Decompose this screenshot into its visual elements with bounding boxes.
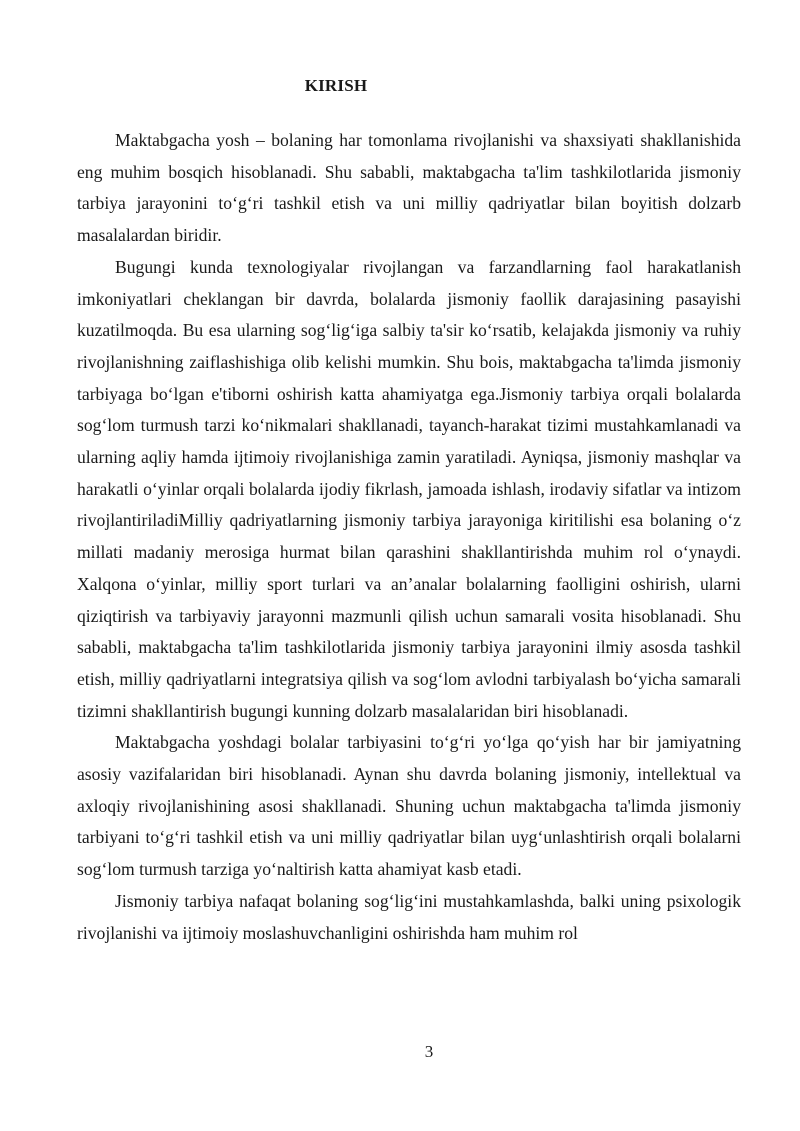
paragraph-3: Maktabgacha yoshdagi bolalar tarbiyasini to‘g‘ri yo‘lga qo‘yish har bir jamiyatning asosiy vazifalaridan biri hisoblanadi. Aynan shu davrda bolaning jismoniy, intellektual va axloqiy rivojlanishining asosi shakllanadi. Shuning uchun maktabgacha ta'limda jismoniy tarbiyani to‘g‘ri tashkil etish va uni milliy qadriyatlar bilan uyg‘unlashtirish orqali bolalarni sog‘lom turmush tarziga yo‘naltirish katta ahamiyat kasb etadi.: [77, 732, 741, 880]
paragraph-2: Bugungi kunda texnologiyalar rivojlangan va farzandlarning faol harakatlanish imkoniyatlari cheklangan bir davrda, bolalarda jismoniy faollik darajasining pasayishi kuzatilmoqda. Bu esa ularning sog‘lig‘iga salbiy ta'sir ko‘rsatib, kelajakda jismoniy va ruhiy rivojlanishning zaiflashishiga olib kelishi mumkin. Shu bois, maktabgacha ta'limda jismoniy tarbiyaga bo‘lgan e'tiborni oshirish katta ahamiyatga ega.Jismoniy tarbiya orqali bolalarda sog‘lom turmush tarzi ko‘nikmalari shakllanadi, tayanch-harakat tizimi mustahkamlanadi va ularning aqliy hamda ijtimoiy rivojlanishiga zamin yaratiladi. Ayniqsa, jismoniy mashqlar va harakatli o‘yinlar orqali bolalarda ijodiy fikrlash, jamoada ishlash, irodaviy sifatlar va intizom rivojlantiriladiMilliy qadriyatlarning jismoniy tarbiya jarayoniga kiritilishi esa bolaning o‘z millati madaniy merosiga hurmat bilan qarashini shakllantirishda muhim rol o‘ynaydi. Xalqona o‘yinlar, milliy sport turlari va an’analar bolalarning faolligini oshirish, ularni qiziqtirish va tarbiyaviy jarayonni mazmunli qilish uchun samarali vosita hisoblanadi. Shu sababli, maktabgacha ta'lim tashkilotlarida jismoniy tarbiya jarayonini ilmiy asosda tashkil etish, milliy qadriyatlarni integratsiya qilish va sog‘lom avlodni tarbiyalash bo‘yicha samarali tizimni shakllantirish bugungi kunning dolzarb masalalaridan biri hisoblanadi.: [77, 256, 741, 721]
body-text: [77, 125, 741, 949]
paragraph-1: Maktabgacha yosh – bolaning har tomonlama rivojlanishi va shaxsiyati shakllanishida eng muhim bosqich hisoblanadi. Shu sababli, maktabgacha ta'lim tashkilotlarida jismoniy tarbiya jarayonini to‘g‘ri tashkil etish va uni milliy qadriyatlar bilan boyitish dolzarb masalalardan biridir.: [77, 130, 741, 246]
paragraph-4: Jismoniy tarbiya nafaqat bolaning sog‘lig‘ini mustahkamlashda, balki uning psixologik rivojlanishi va ijtimoiy moslashuvchanligini oshirishda ham muhim rol: [77, 890, 741, 943]
page-number: 3: [424, 1042, 434, 1061]
page-title: KIRISH: [304, 76, 368, 95]
